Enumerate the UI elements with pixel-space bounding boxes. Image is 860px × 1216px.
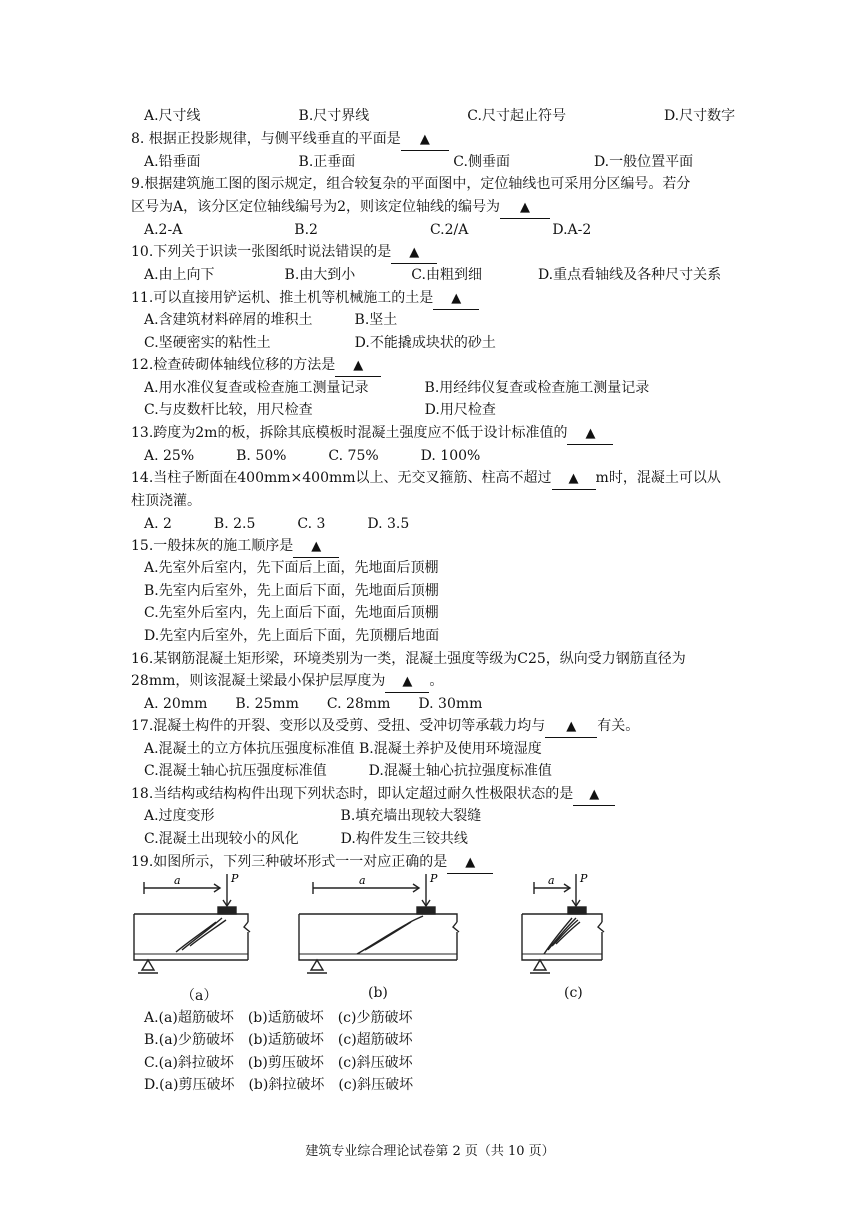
option-line: A.尺寸线 B.尺寸界线 C.尺寸起止符号 D.尺寸数字 [144,108,736,124]
figure-label-c: (c) [564,985,583,1001]
option-line: A.铅垂面 B.正垂面 C.侧垂面 D.一般位置平面 [144,154,694,170]
option-line: A.混凝土的立方体抗压强度标准值 B.混凝土养护及使用环境湿度 [144,741,542,757]
option-line: A. 2 B. 2.5 C. 3 D. 3.5 [144,516,410,532]
option-line: B.(a)少筋破坏 (b)适筋破坏 (c)超筋破坏 [144,1032,413,1048]
question-9: 9.根据建筑施工图的图示规定，组合较复杂的平面图中，定位轴线也可采用分区编号。若分 [131,176,691,192]
question-16-cont: 28mm，则该混凝土梁最小保护层厚度为 ▲ 。 [131,671,443,693]
question-14-cont: 柱顶浇灌。 [131,493,201,509]
option-line: A.用水准仪复查或检查施工测量记录 B.用经纬仪复查或检查施工测量记录 [144,380,650,396]
question-11: 11.可以直接用铲运机、推土机等机械施工的土是 ▲ [131,288,479,310]
answer-blank: ▲ [433,288,479,310]
option-line: A.(a)超筋破坏 (b)适筋破坏 (c)少筋破坏 [144,1010,413,1026]
answer-blank: ▲ [500,197,550,219]
question-13: 13.跨度为2m的板，拆除其底模板时混凝土强度应不低于设计标准值的 ▲ [131,423,613,445]
question-9-cont: 区号为A，该分区定位轴线编号为2，则该定位轴线的编号为 ▲ [131,197,550,219]
option-line: A.先室外后室内，先下面后上面，先地面后顶棚 [144,560,439,576]
answer-blank: ▲ [385,671,429,693]
option-line: B.先室内后室外，先上面后下面，先地面后顶棚 [144,583,439,599]
svg-text:P: P [231,872,239,885]
question-16: 16.某钢筋混凝土矩形梁，环境类别为一类，混凝土强度等级为C25，纵向受力钢筋直径为 [131,651,686,667]
option-line: C.坚硬密实的粘性土 D.不能撬成块状的砂土 [144,335,496,351]
beam-figure-a [130,870,260,980]
beam-figure-b [295,870,465,980]
answer-blank: ▲ [545,716,597,738]
option-line: C.(a)斜拉破坏 (b)剪压破坏 (c)斜压破坏 [144,1055,413,1071]
svg-text:a: a [174,874,181,887]
figure-label-a: （a） [181,988,218,1004]
option-line: A.含建筑材料碎屑的堆积土 B.坚土 [144,312,398,328]
question-14: 14.当柱子断面在400mm×400mm以上、无交叉箍筋、柱高不超过 ▲ m时，混凝土可以从 [131,468,721,490]
option-line: C.混凝土轴心抗压强度标准值 D.混凝土轴心抗拉强度标准值 [144,763,552,779]
option-line: C.混凝土出现较小的风化 D.构件发生三铰共线 [144,831,468,847]
option-line: A. 25% B. 50% C. 75% D. 100% [144,448,481,464]
option-line: D.(a)剪压破坏 (b)斜拉破坏 (c)斜压破坏 [144,1077,414,1093]
svg-text:a: a [359,874,366,887]
question-10: 10.下列关于识读一张图纸时说法错误的是 ▲ [131,242,437,264]
question-8: 8. 根据正投影规律，与侧平线垂直的平面是 ▲ [131,129,449,151]
answer-blank: ▲ [293,536,339,558]
svg-text:P: P [580,872,588,885]
answer-blank: ▲ [391,242,437,264]
answer-blank: ▲ [573,784,615,806]
option-line: A.由上向下 B.由大到小 C.由粗到细 D.重点看轴线及各种尺寸关系 [144,267,722,283]
option-line: D.先室内后室外，先上面后下面，先顶棚后地面 [144,628,440,644]
figure-label-b: (b) [368,985,388,1001]
page-footer: 建筑专业综合理论试卷第 2 页（共 10 页） [305,1144,555,1159]
option-line: A.2-A B.2 C.2/A D.A-2 [144,222,592,238]
option-line: C.先室外后室内，先上面后下面，先地面后顶棚 [144,605,439,621]
option-line: A. 20mm B. 25mm C. 28mm D. 30mm [144,696,483,712]
svg-text:a: a [548,874,555,887]
option-line: A.过度变形 B.填充墙出现较大裂缝 [144,808,482,824]
answer-blank: ▲ [335,355,381,377]
answer-blank: ▲ [447,852,493,874]
answer-blank: ▲ [552,468,596,490]
svg-text:P: P [430,872,438,885]
option-line: C.与皮数杆比较，用尺检查 D.用尺检查 [144,402,496,418]
question-12: 12.检查砖砌体轴线位移的方法是 ▲ [131,355,381,377]
question-17: 17.混凝土构件的开裂、变形以及受剪、受扭、受冲切等承载力均与 ▲ 有关。 [131,716,639,738]
answer-blank: ▲ [567,423,613,445]
answer-blank: ▲ [401,129,449,151]
beam-figure-c [518,870,614,980]
question-19: 19.如图所示，下列三种破坏形式一一对应正确的是 ▲ [131,852,493,874]
question-15: 15.一般抹灰的施工顺序是 ▲ [131,536,339,558]
question-18: 18.当结构或结构构件出现下列状态时，即认定超过耐久性极限状态的是 ▲ [131,784,615,806]
